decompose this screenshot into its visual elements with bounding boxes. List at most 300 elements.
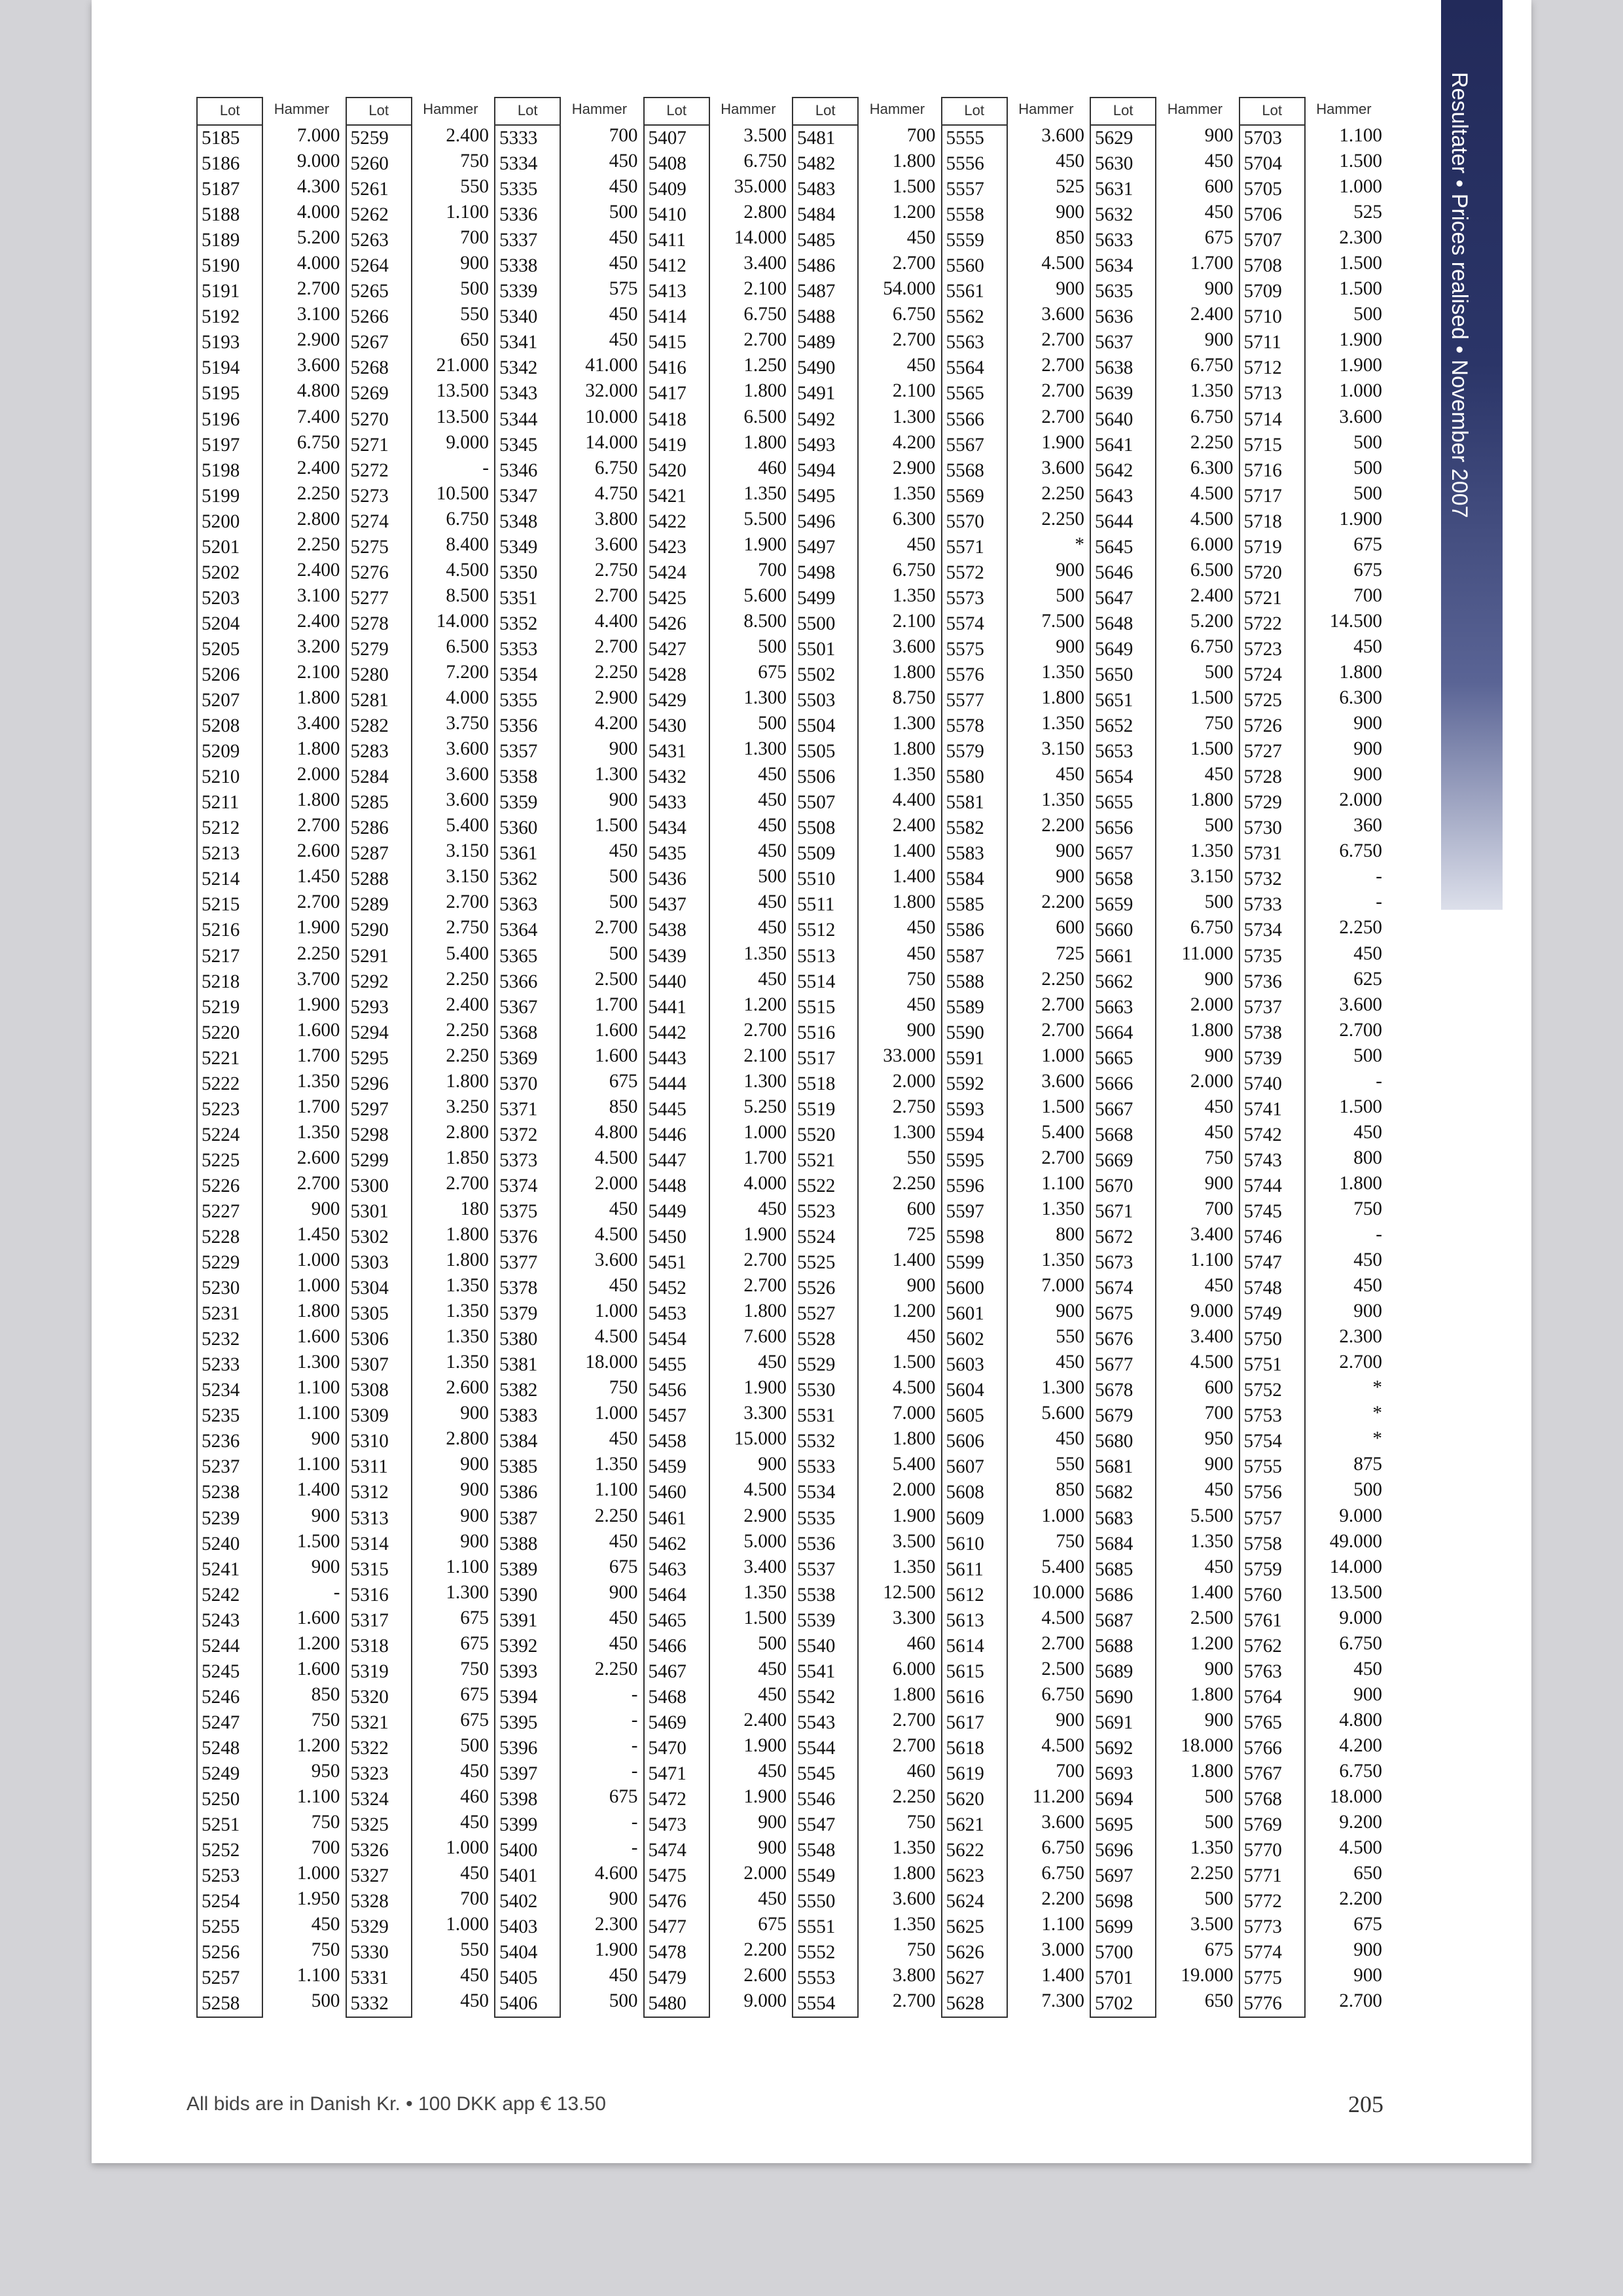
- lot-number: 5597: [946, 1200, 984, 1222]
- hammer-price: 5.600: [1041, 1403, 1084, 1424]
- lot-number: 5367: [499, 996, 538, 1018]
- hammer-price: 4.500: [743, 1479, 787, 1501]
- hammer-price: 725: [906, 1224, 936, 1246]
- hammer-price: 2.700: [296, 815, 340, 836]
- hammer-price: 1.350: [446, 1326, 489, 1348]
- lot-number: 5653: [1095, 741, 1133, 762]
- hammer-price: 3.400: [1190, 1224, 1234, 1246]
- lot-number: 5530: [797, 1380, 836, 1401]
- hammer-price: 1.350: [892, 764, 936, 785]
- hammer-price: 1.500: [1190, 687, 1234, 709]
- lot-number: 5193: [202, 332, 240, 353]
- lot-number: 5674: [1095, 1278, 1133, 1299]
- hammer-price: 500: [609, 891, 638, 913]
- hammer-price: 675: [460, 1683, 489, 1705]
- lot-number: 5361: [499, 843, 538, 865]
- lot-number: 5748: [1243, 1278, 1282, 1299]
- hammer-price: 750: [1353, 1198, 1382, 1219]
- hammer-price: 11.200: [1032, 1786, 1084, 1808]
- hammer-column: [412, 97, 494, 2018]
- lot-number: 5505: [797, 741, 836, 762]
- hammer-price: 1.300: [892, 1121, 936, 1143]
- lot-number: 5306: [350, 1329, 389, 1350]
- lot-number: 5588: [946, 971, 984, 992]
- hammer-price: 675: [460, 1709, 489, 1731]
- lot-number: 5399: [499, 1814, 538, 1836]
- hammer-price: 450: [1353, 942, 1382, 964]
- lot-number: 5467: [648, 1660, 687, 1682]
- lot-number: 5643: [1095, 485, 1133, 507]
- hammer-price: 2.400: [446, 994, 489, 1015]
- lot-number: 5557: [946, 179, 984, 200]
- hammer-price: 900: [1056, 866, 1084, 888]
- hammer-price: 450: [758, 968, 787, 990]
- hammer-price: 700: [311, 1837, 340, 1859]
- hammer-price: 900: [609, 789, 638, 811]
- lot-number: 5654: [1095, 766, 1133, 788]
- lot-number: 5484: [797, 204, 836, 226]
- hammer-price: 1.900: [892, 1505, 936, 1526]
- lot-column: [1090, 97, 1156, 2018]
- lot-number: 5751: [1243, 1354, 1282, 1376]
- hammer-price: 450: [758, 1658, 787, 1679]
- hammer-price: 5.200: [1190, 610, 1234, 632]
- hammer-price: 5.250: [743, 1096, 787, 1117]
- lot-number: 5252: [202, 1840, 240, 1861]
- hammer-price: 450: [609, 1198, 638, 1219]
- lot-number: 5267: [350, 332, 389, 353]
- hammer-price: 1.200: [743, 994, 787, 1015]
- lot-number: 5616: [946, 1686, 984, 1708]
- hammer-price: 3.600: [1041, 457, 1084, 478]
- hammer-price: 1.600: [594, 1045, 638, 1066]
- lot-number: 5266: [350, 306, 389, 328]
- hammer-header: Hammer: [721, 101, 776, 117]
- hammer-price: 900: [1056, 636, 1084, 657]
- lot-number: 5313: [350, 1507, 389, 1529]
- lot-number: 5655: [1095, 792, 1133, 814]
- hammer-price: 1.900: [743, 1786, 787, 1808]
- lot-number: 5476: [648, 1891, 687, 1912]
- lot-number: 5730: [1243, 817, 1282, 839]
- hammer-price: 900: [1353, 738, 1382, 760]
- hammer-price: 1.500: [1339, 253, 1382, 274]
- hammer-price: 7.000: [1041, 1275, 1084, 1297]
- hammer-price: 900: [1204, 1709, 1234, 1731]
- lot-number: 5236: [202, 1431, 240, 1452]
- lot-number: 5607: [946, 1456, 984, 1478]
- lot-number: 5626: [946, 1942, 984, 1964]
- hammer-price: 2.700: [1339, 1352, 1382, 1373]
- hammer-price: 1.450: [296, 866, 340, 888]
- lot-number: 5322: [350, 1737, 389, 1759]
- hammer-price: 700: [609, 125, 638, 146]
- lot-number: 5632: [1095, 204, 1133, 226]
- lot-number: 5713: [1243, 383, 1282, 404]
- lot-number: 5268: [350, 357, 389, 379]
- lot-number: 5256: [202, 1942, 240, 1964]
- hammer-price: 900: [1353, 1300, 1382, 1322]
- hammer-price: 900: [460, 1530, 489, 1552]
- hammer-price: 1.600: [594, 1019, 638, 1041]
- hammer-price: 5.400: [1041, 1121, 1084, 1143]
- lot-number: 5546: [797, 1789, 836, 1810]
- hammer-price: 1.400: [1190, 1581, 1234, 1603]
- hammer-price: 550: [460, 304, 489, 325]
- hammer-price: 3.200: [296, 636, 340, 657]
- lot-number: 5214: [202, 869, 240, 890]
- hammer-price: 1.700: [743, 1147, 787, 1168]
- lot-number: 5261: [350, 179, 389, 200]
- lot-number: 5509: [797, 843, 836, 865]
- lot-number: 5188: [202, 204, 240, 226]
- lot-number: 5370: [499, 1073, 538, 1094]
- hammer-price: 900: [609, 1888, 638, 1910]
- lot-number: 5579: [946, 741, 984, 762]
- lot-number: 5432: [648, 766, 687, 788]
- lot-number: 5523: [797, 1200, 836, 1222]
- hammer-price: 1.300: [1041, 1377, 1084, 1399]
- lot-number: 5719: [1243, 536, 1282, 558]
- lot-number: 5405: [499, 1967, 538, 1989]
- lot-number: 5724: [1243, 664, 1282, 685]
- hammer-price: 6.300: [1190, 457, 1234, 478]
- lot-number: 5433: [648, 792, 687, 814]
- hammer-price: 900: [1353, 1939, 1382, 1961]
- hammer-price: 1.000: [594, 1403, 638, 1424]
- lot-number: 5385: [499, 1456, 538, 1478]
- lot-number: 5297: [350, 1098, 389, 1120]
- lot-number: 5533: [797, 1456, 836, 1478]
- lot-number: 5606: [946, 1431, 984, 1452]
- hammer-price: 1.800: [446, 1070, 489, 1092]
- hammer-price: 800: [1353, 1147, 1382, 1168]
- hammer-price: 1.350: [1041, 713, 1084, 734]
- lot-number: 5360: [499, 817, 538, 839]
- lot-number: 5573: [946, 587, 984, 609]
- lot-number: 5389: [499, 1558, 538, 1580]
- lot-number: 5649: [1095, 638, 1133, 660]
- lot-number: 5746: [1243, 1227, 1282, 1248]
- hammer-price: 900: [311, 1505, 340, 1526]
- lot-number: 5460: [648, 1482, 687, 1503]
- hammer-price: 1.100: [594, 1479, 638, 1501]
- hammer-price: 450: [460, 1965, 489, 1986]
- lot-number: 5682: [1095, 1482, 1133, 1503]
- lot-number: 5463: [648, 1558, 687, 1580]
- hammer-price: 525: [1353, 202, 1382, 223]
- hammer-price: 750: [906, 1939, 936, 1961]
- hammer-price: 2.250: [1339, 917, 1382, 939]
- hammer-price: 1.800: [1190, 1761, 1234, 1782]
- hammer-price: 2.250: [296, 533, 340, 555]
- hammer-price: 6.750: [1041, 1863, 1084, 1884]
- lot-number: 5348: [499, 511, 538, 532]
- hammer-price: 1.350: [743, 942, 787, 964]
- hammer-price: 2.500: [1041, 1658, 1084, 1679]
- lot-number: 5429: [648, 690, 687, 711]
- lot-number: 5583: [946, 843, 984, 865]
- lot-number: 5191: [202, 281, 240, 302]
- lot-number: 5318: [350, 1635, 389, 1657]
- currency-note: All bids are in Danish Kr. • 100 DKK app € 13.50: [187, 2093, 606, 2115]
- hammer-price: 675: [460, 1607, 489, 1628]
- lot-number: 5646: [1095, 562, 1133, 583]
- hammer-price: 6.750: [1190, 406, 1234, 427]
- lot-number: 5210: [202, 766, 240, 788]
- lot-number: 5345: [499, 434, 538, 456]
- lot-number: 5440: [648, 971, 687, 992]
- hammer-column: [1306, 97, 1387, 2018]
- hammer-price: 500: [758, 713, 787, 734]
- lot-number: 5555: [946, 128, 984, 149]
- hammer-price: 1.800: [743, 1300, 787, 1322]
- lot-number: 5755: [1243, 1456, 1282, 1478]
- hammer-price: 12.500: [883, 1581, 936, 1603]
- lot-number: 5714: [1243, 408, 1282, 430]
- lot-number: 5501: [797, 638, 836, 660]
- lot-number: 5687: [1095, 1609, 1133, 1631]
- hammer-price: 3.150: [446, 840, 489, 862]
- lot-number: 5602: [946, 1329, 984, 1350]
- hammer-price: 4.600: [594, 1863, 638, 1884]
- hammer-price: 3.400: [296, 713, 340, 734]
- hammer-price: 4.800: [1339, 1709, 1382, 1731]
- lot-number: 5556: [946, 153, 984, 175]
- hammer-price: 5.500: [1190, 1505, 1234, 1526]
- hammer-header: Hammer: [869, 101, 925, 117]
- hammer-price: 2.750: [594, 559, 638, 581]
- lot-number: 5342: [499, 357, 538, 379]
- lot-number: 5640: [1095, 408, 1133, 430]
- lot-number: 5285: [350, 792, 389, 814]
- hammer-price: 450: [609, 1428, 638, 1450]
- hammer-price: 1.500: [1190, 738, 1234, 760]
- lot-number: 5543: [797, 1712, 836, 1733]
- hammer-price: 950: [311, 1761, 340, 1782]
- lot-number: 5445: [648, 1098, 687, 1120]
- hammer-price: 6.750: [1190, 636, 1234, 657]
- hammer-price: 1.350: [1041, 1249, 1084, 1271]
- hammer-price: 5.600: [743, 584, 787, 606]
- hammer-price: 600: [906, 1198, 936, 1219]
- lot-number: 5764: [1243, 1686, 1282, 1708]
- lot-number: 5357: [499, 741, 538, 762]
- lot-number: 5766: [1243, 1737, 1282, 1759]
- lot-number: 5680: [1095, 1431, 1133, 1452]
- hammer-price: 700: [1056, 1761, 1084, 1782]
- hammer-price: -: [631, 1761, 638, 1782]
- hammer-price: 900: [311, 1556, 340, 1577]
- lot-number: 5750: [1243, 1329, 1282, 1350]
- hammer-price: 450: [1056, 764, 1084, 785]
- hammer-price: 6.750: [1339, 840, 1382, 862]
- lot-number: 5422: [648, 511, 687, 532]
- lot-number: 5609: [946, 1507, 984, 1529]
- lot-header: Lot: [1240, 98, 1304, 126]
- lot-number: 5634: [1095, 255, 1133, 277]
- hammer-price: 1.300: [296, 1352, 340, 1373]
- hammer-price: 450: [1353, 1249, 1382, 1271]
- hammer-price: 4.000: [296, 253, 340, 274]
- lot-number: 5660: [1095, 920, 1133, 941]
- hammer-price: 3.100: [296, 304, 340, 325]
- hammer-price: 500: [758, 636, 787, 657]
- lot-header: Lot: [1091, 98, 1155, 126]
- hammer-price: 2.700: [743, 1019, 787, 1041]
- lot-number: 5522: [797, 1175, 836, 1196]
- lot-number: 5599: [946, 1252, 984, 1274]
- hammer-price: 2.600: [296, 1147, 340, 1168]
- lot-number: 5242: [202, 1584, 240, 1605]
- hammer-price: 4.500: [1041, 1607, 1084, 1628]
- lot-number: 5339: [499, 281, 538, 302]
- hammer-price: 2.250: [1190, 431, 1234, 453]
- lot-number: 5435: [648, 843, 687, 865]
- hammer-price: 1.300: [743, 687, 787, 709]
- hammer-price: 4.750: [594, 482, 638, 504]
- hammer-price: 2.700: [1041, 994, 1084, 1015]
- hammer-price: 450: [1056, 1428, 1084, 1450]
- lot-number: 5716: [1243, 459, 1282, 481]
- lot-number: 5311: [350, 1456, 388, 1478]
- lot-number: 5296: [350, 1073, 389, 1094]
- hammer-price: 2.300: [594, 1914, 638, 1935]
- lot-number: 5309: [350, 1405, 389, 1427]
- hammer-price: 550: [460, 1939, 489, 1961]
- hammer-price: 1.000: [446, 1914, 489, 1935]
- hammer-price: 6.750: [1339, 1761, 1382, 1782]
- lot-number: 5299: [350, 1149, 389, 1171]
- lot-number: 5448: [648, 1175, 687, 1196]
- lot-number: 5760: [1243, 1584, 1282, 1605]
- lot-number: 5378: [499, 1278, 538, 1299]
- hammer-price: 4.500: [1190, 482, 1234, 504]
- lot-number: 5667: [1095, 1098, 1133, 1120]
- hammer-price: 5.000: [743, 1530, 787, 1552]
- lot-number: 5338: [499, 255, 538, 277]
- hammer-price: 1.350: [892, 1556, 936, 1577]
- hammer-price: 450: [609, 329, 638, 351]
- hammer-price: 6.500: [446, 636, 489, 657]
- hammer-price: 450: [609, 840, 638, 862]
- hammer-price: 2.500: [594, 968, 638, 990]
- lot-number: 5264: [350, 255, 389, 277]
- lot-number: 5594: [946, 1124, 984, 1145]
- hammer-price: 750: [609, 1377, 638, 1399]
- lot-number: 5497: [797, 536, 836, 558]
- lot-number: 5400: [499, 1840, 538, 1861]
- hammer-price: 1.000: [743, 1121, 787, 1143]
- lot-number: 5209: [202, 741, 240, 762]
- hammer-price: 1.350: [892, 482, 936, 504]
- lot-number: 5219: [202, 996, 240, 1018]
- lot-number: 5473: [648, 1814, 687, 1836]
- hammer-price: 7.600: [743, 1326, 787, 1348]
- lot-number: 5216: [202, 920, 240, 941]
- hammer-price: 900: [1056, 559, 1084, 581]
- hammer-price: 900: [1204, 1658, 1234, 1679]
- hammer-price: 7.000: [892, 1403, 936, 1424]
- lot-number: 5451: [648, 1252, 687, 1274]
- hammer-price: 2.700: [743, 1275, 787, 1297]
- hammer-price: 5.400: [1041, 1556, 1084, 1577]
- hammer-price: 2.000: [594, 1172, 638, 1194]
- hammer-price: 4.400: [594, 610, 638, 632]
- lot-number: 5461: [648, 1507, 687, 1529]
- lot-number: 5617: [946, 1712, 984, 1733]
- hammer-price: 2.700: [1339, 1019, 1382, 1041]
- hammer-price: 2.600: [296, 840, 340, 862]
- hammer-price: 2.700: [296, 891, 340, 913]
- hammer-price: 2.700: [892, 329, 936, 351]
- lot-number: 5679: [1095, 1405, 1133, 1427]
- hammer-price: 4.300: [296, 176, 340, 198]
- hammer-price: 1.800: [892, 1863, 936, 1884]
- lot-number: 5717: [1243, 485, 1282, 507]
- hammer-price: 2.700: [743, 1249, 787, 1271]
- lot-number: 5565: [946, 383, 984, 404]
- hammer-price: 21.000: [436, 355, 489, 376]
- lot-number: 5696: [1095, 1840, 1133, 1861]
- lot-number: 5644: [1095, 511, 1133, 532]
- lot-number: 5469: [648, 1712, 687, 1733]
- lot-number: 5279: [350, 638, 389, 660]
- lot-number: 5692: [1095, 1737, 1133, 1759]
- lot-number: 5454: [648, 1329, 687, 1350]
- lot-number: 5731: [1243, 843, 1282, 865]
- lot-number: 5270: [350, 408, 389, 430]
- hammer-price: 1.100: [1339, 125, 1382, 146]
- hammer-price: 700: [460, 227, 489, 249]
- lot-number: 5446: [648, 1124, 687, 1145]
- lot-number: 5712: [1243, 357, 1282, 379]
- hammer-price: 3.750: [446, 713, 489, 734]
- lot-number: 5363: [499, 894, 538, 916]
- lot-number: 5545: [797, 1763, 836, 1784]
- hammer-price: 900: [609, 1581, 638, 1603]
- hammer-price: 11.000: [1181, 942, 1234, 964]
- hammer-price: 675: [1353, 1914, 1382, 1935]
- hammer-price: 600: [1204, 1377, 1234, 1399]
- hammer-header: Hammer: [1167, 101, 1223, 117]
- hammer-price: 450: [1204, 1479, 1234, 1501]
- hammer-price: 2.250: [446, 1019, 489, 1041]
- lot-number: 5272: [350, 459, 389, 481]
- lot-number: 5535: [797, 1507, 836, 1529]
- hammer-price: -: [482, 457, 489, 478]
- hammer-price: 1.100: [296, 1377, 340, 1399]
- hammer-price: 750: [311, 1812, 340, 1833]
- lot-number: 5584: [946, 869, 984, 890]
- hammer-price: 450: [758, 1198, 787, 1219]
- hammer-price: 4.800: [296, 380, 340, 402]
- hammer-price: 8.750: [892, 687, 936, 709]
- hammer-price: 500: [609, 202, 638, 223]
- hammer-price: -: [631, 1683, 638, 1705]
- lot-number: 5665: [1095, 1047, 1133, 1069]
- lot-number: 5200: [202, 511, 240, 532]
- hammer-price: 450: [758, 840, 787, 862]
- lot-number: 5245: [202, 1660, 240, 1682]
- lot-number: 5332: [350, 1993, 389, 2015]
- lot-number: 5201: [202, 536, 240, 558]
- hammer-price: 2.700: [892, 253, 936, 274]
- hammer-price: 2.250: [446, 968, 489, 990]
- lot-number: 5494: [797, 459, 836, 481]
- hammer-price: 1.200: [1190, 1632, 1234, 1654]
- hammer-price: 3.150: [1190, 866, 1234, 888]
